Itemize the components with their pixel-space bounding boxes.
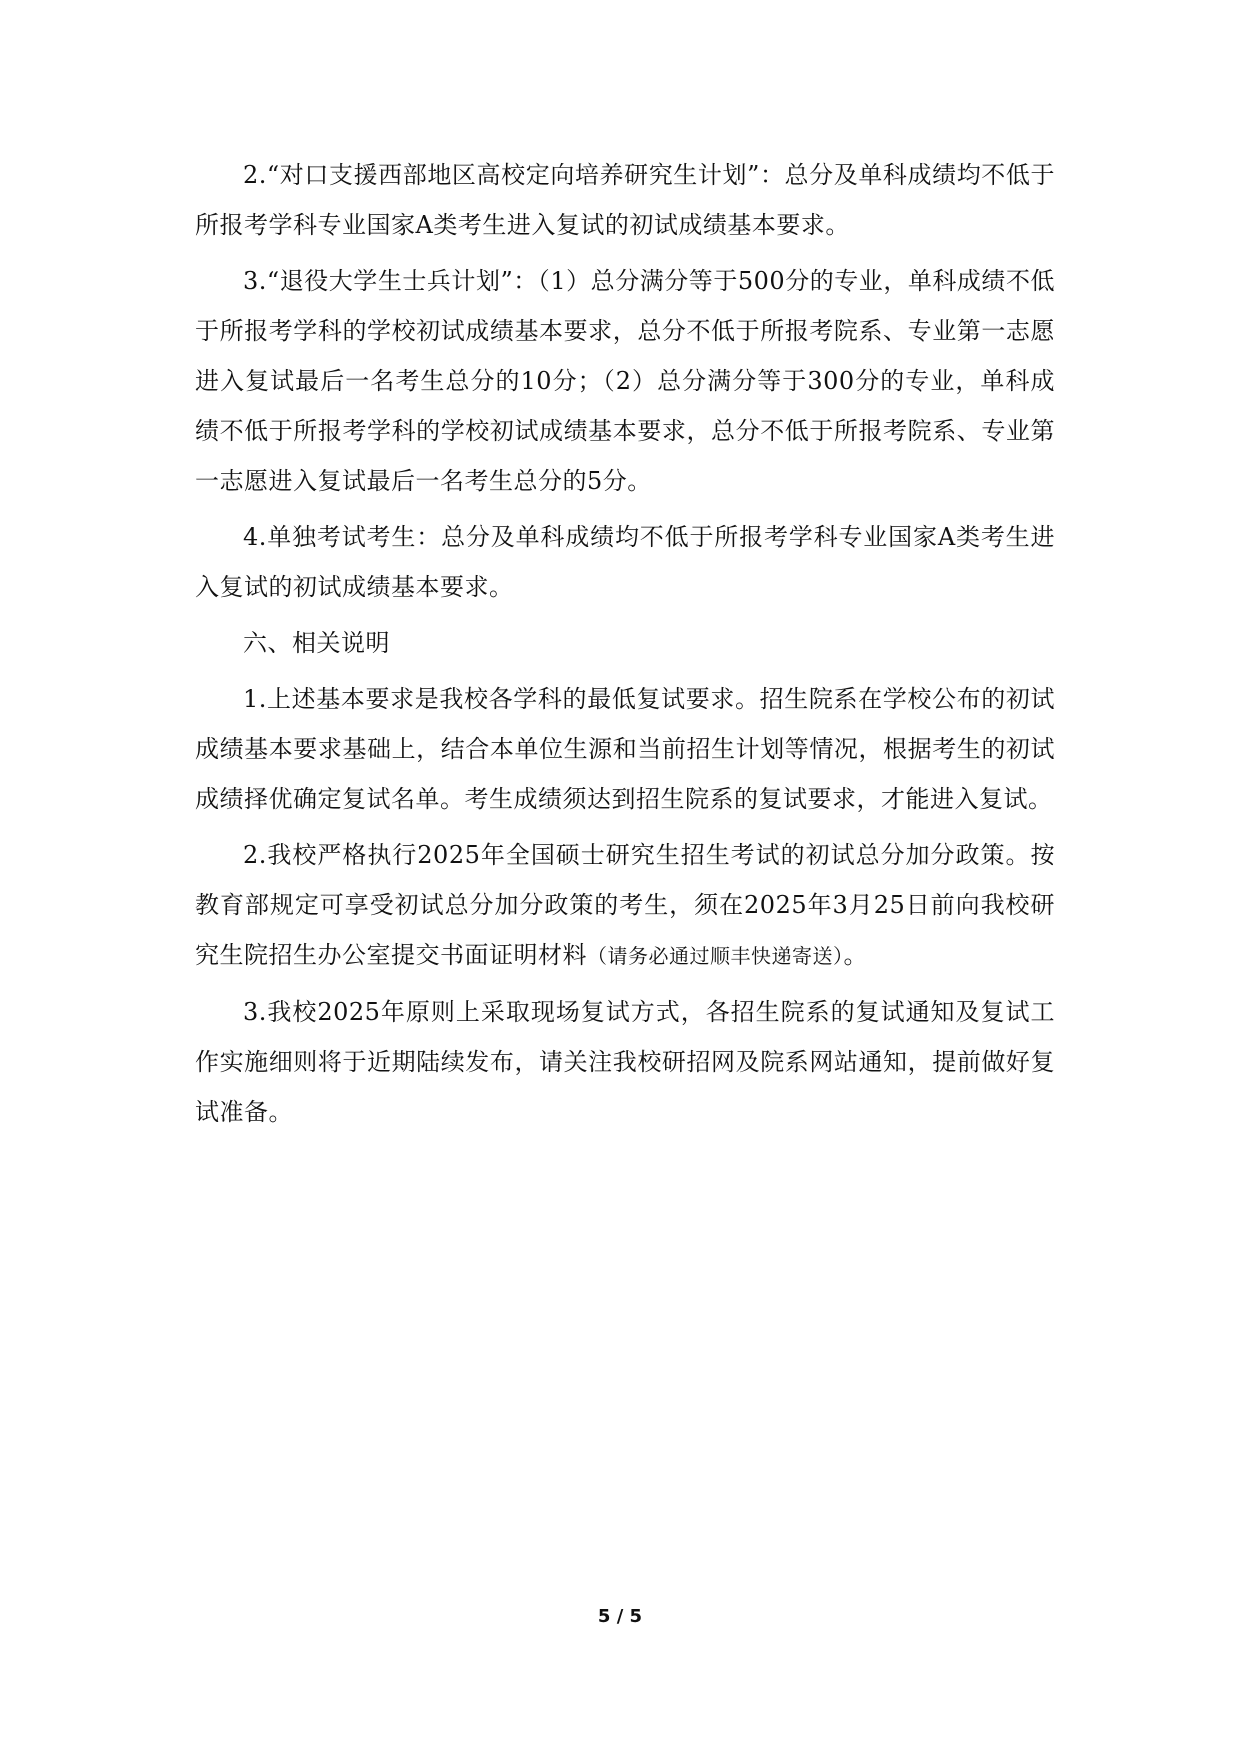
document-body xyxy=(195,150,1055,1143)
paragraph-bonus-policy xyxy=(195,830,1055,981)
bonus-policy-note: （请务必通过顺丰快递寄送） xyxy=(587,944,844,968)
paragraph-retest-method: 3.我校2025年原则上采取现场复试方式，各招生院系的复试通知及复试工作实施细则将于近期陆续发布，请关注我校研招网及院系网站通知，提前做好复试准备。 xyxy=(195,998,1055,1126)
paragraph-veteran-plan: 3.“退役大学生士兵计划”：（1）总分满分等于500分的专业，单科成绩不低于所报考学科的学校初试成绩基本要求，总分不低于所报考院系、专业第一志愿进入复试最后一名考生总分的10分；（2）总分满分等于300分的专业，单科成绩不低于所报考学科的学校初试成绩基本要求，总分不低于所报考院系、专业第一志愿进入复试最后一名考生总分的5分。 xyxy=(195,267,1055,495)
section-heading-related-notes: 六、相关说明 xyxy=(243,629,390,657)
bonus-policy-end: 。 xyxy=(843,941,868,969)
paragraph-minimum-requirements: 1.上述基本要求是我校各学科的最低复试要求。招生院系在学校公布的初试成绩基本要求基础上，结合本单位生源和当前招生计划等情况，根据考生的初试成绩择优确定复试名单。考生成绩须达到招生院系的复试要求，才能进入复试。 xyxy=(195,685,1055,813)
bonus-policy-text: 2.我校严格执行2025年全国硕士研究生招生考试的初试总分加分政策。按教育部规定可享受初试总分加分政策的考生，须在2025年3月25日前向我校研究生院招生办公室提交书面证明材料 xyxy=(195,841,1055,969)
paragraph-western-support-plan: 2.“对口支援西部地区高校定向培养研究生计划”：总分及单科成绩均不低于所报考学科专业国家A类考生进入复试的初试成绩基本要求。 xyxy=(195,161,1055,239)
paragraph-independent-exam: 4.单独考试考生：总分及单科成绩均不低于所报考学科专业国家A类考生进入复试的初试成绩基本要求。 xyxy=(195,523,1055,601)
page-number: 5 / 5 xyxy=(597,1606,643,1627)
